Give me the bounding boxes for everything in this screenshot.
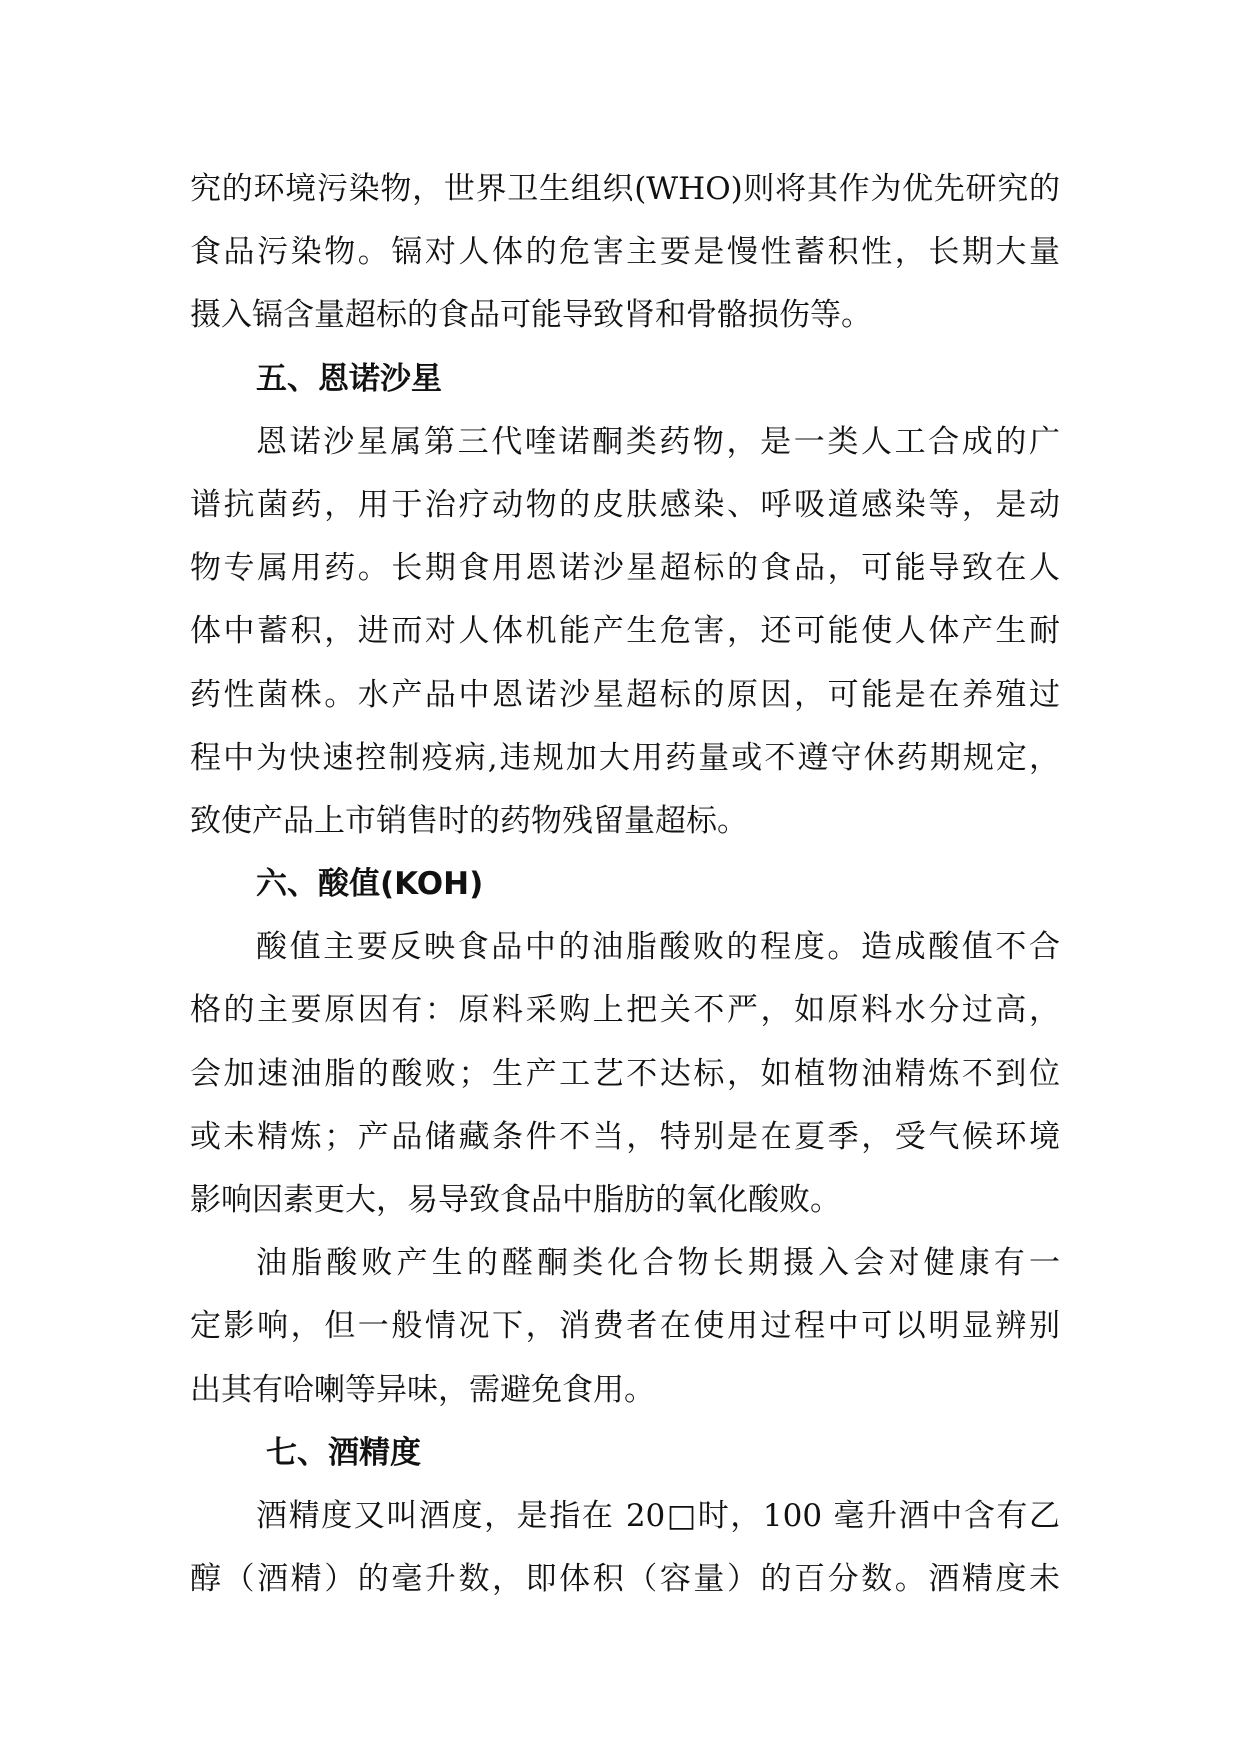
paragraph — [190, 916, 1060, 1232]
text-line: 或未精炼；产品储藏条件不当，特别是在夏季，受气候环境 — [190, 1118, 1060, 1155]
paragraph — [190, 1232, 1060, 1422]
paragraph — [190, 411, 1060, 853]
text-line: 食品污染物。镉对人体的危害主要是慢性蓄积性，长期大量 — [190, 234, 1060, 271]
text-line: 物专属用药。长期食用恩诺沙星超标的食品，可能导致在人 — [190, 550, 1060, 587]
text-line: 出其有哈喇等异味，需避免食用。 — [190, 1371, 655, 1408]
section-heading: 六、酸值(KOH) — [256, 866, 484, 903]
document-page — [190, 158, 1060, 1611]
paragraph — [190, 1485, 1060, 1611]
text-line: 究的环境污染物，世界卫生组织(WHO)则将其作为优先研究的 — [190, 171, 1060, 207]
section-heading: 五、恩诺沙星 — [256, 360, 442, 397]
text-line: 摄入镉含量超标的食品可能导致肾和骨骼损伤等。 — [190, 297, 872, 334]
text-line: 酸值主要反映食品中的油脂酸败的程度。造成酸值不合 — [256, 929, 1060, 966]
text-line: 酒精度又叫酒度，是指在 20□时，100 毫升酒中含有乙 — [256, 1497, 1060, 1534]
text-line: 影响因素更大，易导致食品中脂肪的氧化酸败。 — [190, 1182, 841, 1218]
text-line: 定影响，但一般情况下，消费者在使用过程中可以明显辨别 — [190, 1308, 1060, 1345]
text-line: 会加速油脂的酸败；生产工艺不达标，如植物油精炼不到位 — [190, 1055, 1060, 1092]
text-line: 程中为快速控制疫病,违规加大用药量或不遵守休药期规定， — [190, 739, 1060, 776]
section-heading: 七、酒精度 — [266, 1434, 421, 1471]
paragraph — [190, 158, 1060, 348]
text-line: 致使产品上市销售时的药物残留量超标。 — [190, 802, 748, 839]
text-line: 谱抗菌药，用于治疗动物的皮肤感染、呼吸道感染等，是动 — [190, 486, 1060, 523]
text-line: 恩诺沙星属第三代喹诺酮类药物，是一类人工合成的广 — [256, 423, 1060, 460]
text-line: 格的主要原因有：原料采购上把关不严，如原料水分过高， — [190, 992, 1060, 1029]
text-line: 醇（酒精）的毫升数，即体积（容量）的百分数。酒精度未 — [190, 1561, 1060, 1598]
text-line: 油脂酸败产生的醛酮类化合物长期摄入会对健康有一 — [256, 1245, 1060, 1282]
text-line: 体中蓄积，进而对人体机能产生危害，还可能使人体产生耐 — [190, 613, 1060, 650]
text-line: 药性菌株。水产品中恩诺沙星超标的原因，可能是在养殖过 — [190, 676, 1060, 713]
